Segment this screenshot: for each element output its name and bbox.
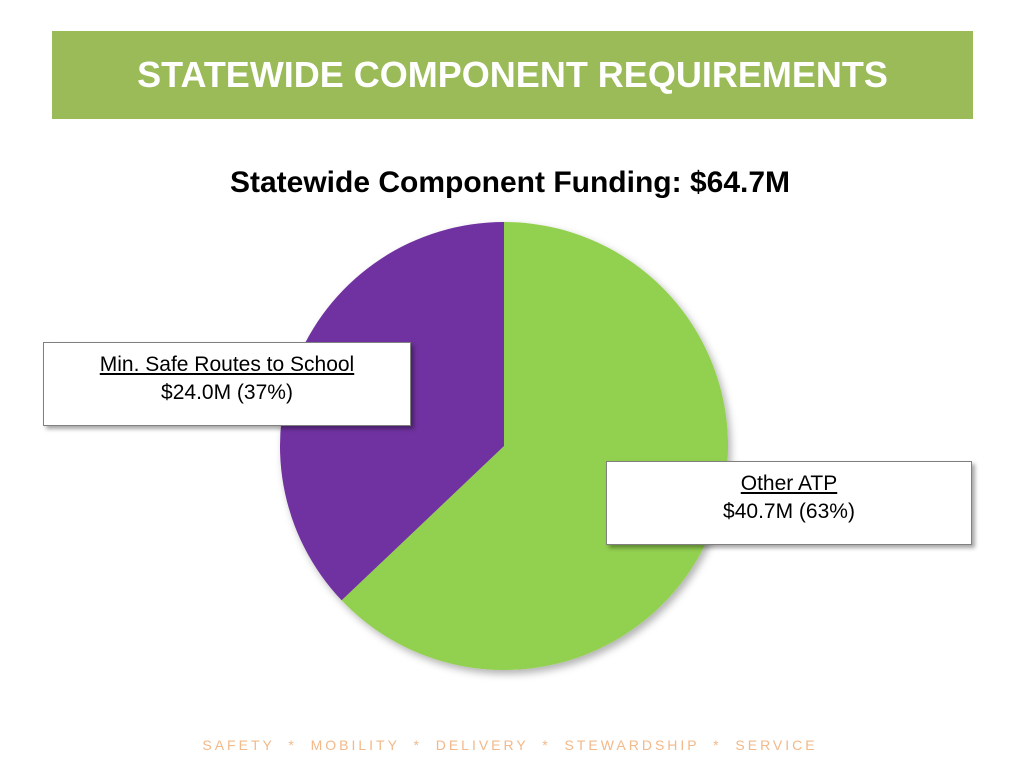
footer-separator: * (528, 737, 565, 753)
slice-label-safe-routes (43, 342, 411, 426)
slice-label-name: Min. Safe Routes to School (99, 353, 355, 376)
footer-tagline (0, 737, 1020, 753)
footer-item-service: SERVICE (735, 737, 818, 753)
footer-item-stewardship: STEWARDSHIP (564, 737, 700, 753)
footer-item-safety: SAFETY (202, 737, 275, 753)
footer-separator: * (699, 737, 736, 753)
footer-separator: * (399, 737, 436, 753)
slice-label-name: Other ATP (740, 472, 838, 495)
slice-label-value: $40.7M (63%) (723, 500, 855, 523)
footer-separator: * (274, 737, 311, 753)
footer-item-mobility: MOBILITY (310, 737, 400, 753)
chart-title: Statewide Component Funding: $64.7M (229, 166, 791, 199)
slice-label-value: $24.0M (37%) (161, 381, 293, 404)
footer-item-delivery: DELIVERY (435, 737, 529, 753)
page-title: STATEWIDE COMPONENT REQUIREMENTS (137, 54, 888, 95)
slice-label-other-atp (606, 461, 972, 545)
